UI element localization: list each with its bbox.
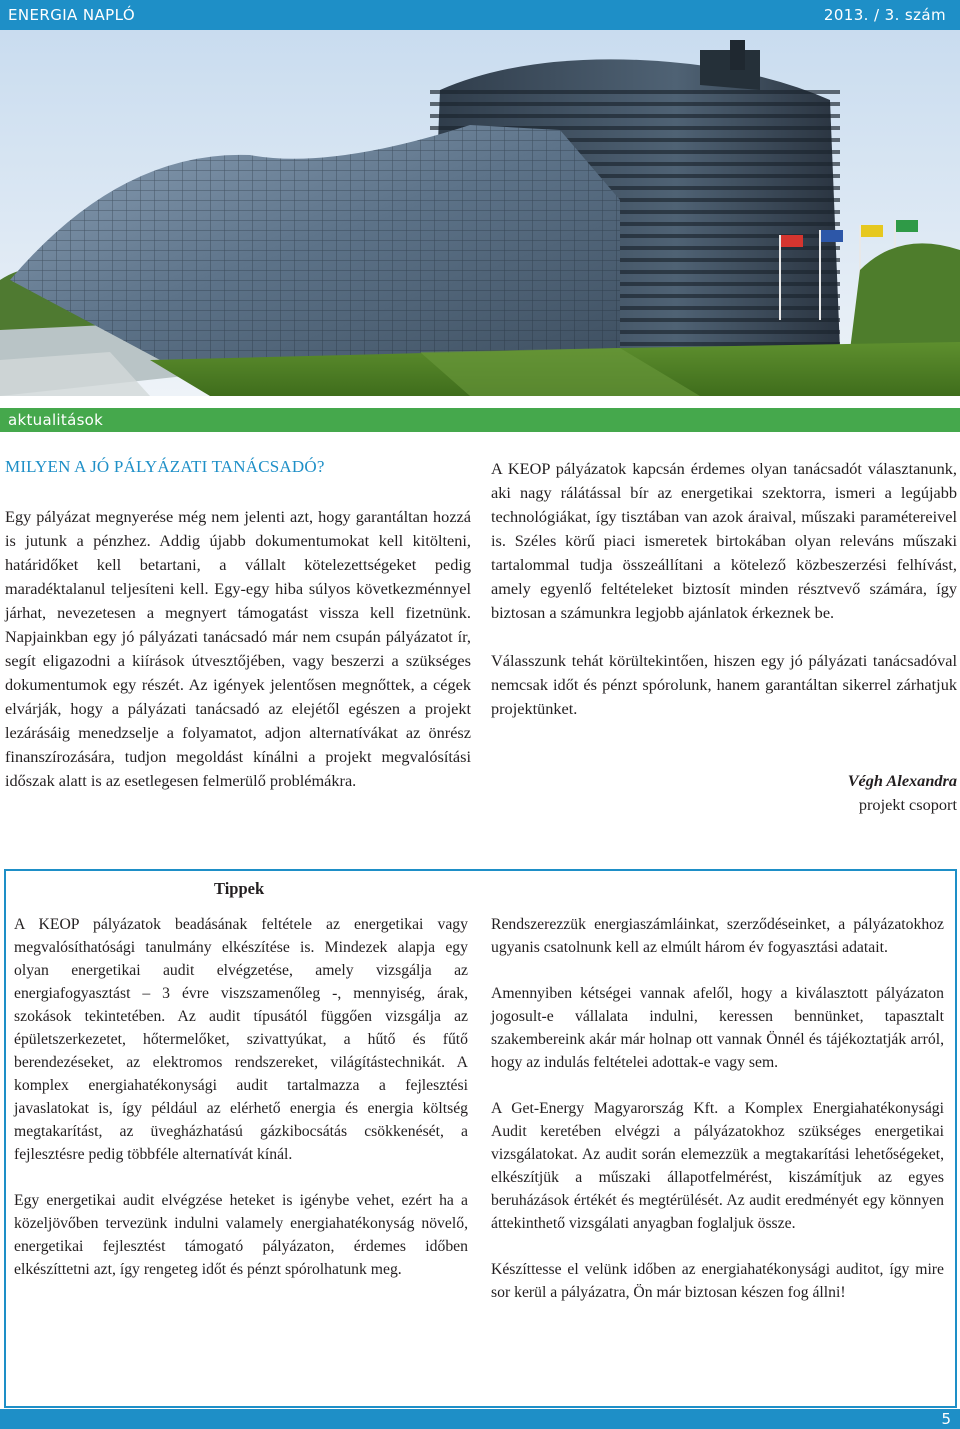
tips-paragraph: Rendszerezzük energiaszámláinkat, szerződéseinket, a pályázatokhoz ugyanis csatolnunk kell az elmúlt három év fogyasztási adatait. [491,916,944,956]
magazine-title: ENERGIA NAPLÓ [8,6,136,24]
building-photo [0,30,960,396]
tips-right-column [491,913,944,1327]
author-name: Végh Alexandra [847,771,957,790]
section-label: aktualitások [8,411,104,429]
article-paragraph: Válasszunk tehát körültekintően, hiszen egy jó pályázati tanácsadóval nemcsak időt és pénzt spórolunk, hanem garantáltan sikerrel zárhatjuk projektünket. [491,651,957,718]
section-bar [0,408,960,432]
footer-bar [0,1409,960,1429]
page-number: 5 [941,1410,951,1428]
article-paragraph: A KEOP pályázatok kapcsán érdemes olyan tanácsadót választanunk, aki nagy rálátással bír az energetikai szektorra, ismeri a legújabb technológiákat, így tisztában van azok áraival, műszaki paramétereivel is. Széles körű piaci ismeretek birtokában olyan releváns műszaki tartalommal tudja összeállítani a kötelező közbeszerzési felhívást, amely egyenlő feltételeket biztosít minden résztvevő számára, így biztosan a számunkra legjobb ajánlatok érkeznek be. [491,459,957,622]
article-signature [491,769,957,817]
article-title: MILYEN A JÓ PÁLYÁZATI TANÁCSADÓ? [5,457,325,476]
tips-paragraph: Amennyiben kétségei vannak afelől, hogy a kiválasztott pályázaton jogosult-e vállalata indulni, keressen bennünket, tapasztalt szakembereink akár már holnap ott vannak Önnél és tájékoztatják arról, hogy az indulás feltételei adottak-e vagy sem. [491,985,944,1071]
tips-left-column [14,913,468,1304]
issue-number: 2013. / 3. szám [823,6,946,24]
article-left-column [5,505,471,793]
article-paragraph: Egy pályázat megnyerése még nem jelenti azt, hogy garantáltan hozzá is jutunk a pénzhez. Addig újabb dokumentumokat kell kitölteni, határidőket kell betartani, a vállalt kötelezettségeket pedig maradéktalanul teljesíteni kell. Egy-egy hiba súlyos következménnyel járhat, nevezetesen a megnyert támogatást vissza kell fizetnünk. Napjainkban egy jó pályázati tanácsadó már nem csupán pályázatot ír, segít eligazodni a kiírások útvesztőjében, vagy beszerzi a szükséges dokumentumok egy részét. Az igények jelentősen megnőttek, a cégek elvárják, hogy a pályázati tanácsadó az elejétől egészen a projekt lezárásáig menedzselje a folyamatot, adjon alternatívákat az önrész finanszírozására, tudjon megoldást kínálni a projekt megvalósítási időszak alatt is az esetlegesen felmerülő problémákra. [5,507,471,790]
author-role: projekt csoport [858,795,957,814]
tips-paragraph: A KEOP pályázatok beadásának feltétele az energetikai vagy megvalósíthatósági tanulmány elkészítése is. Mindezek alapja egy olyan energetikai audit elvégzetése, amely vizsgálja az energiafogyasztást – 3 évre viszszamenőleg -, mennyiség, árak, szokások tekintetében. Az audit típusától függően vizsgálja az épületszerkezetet, hőtermelőket, szivattyúkat, a hűtő és fűtő berendezéseket, az elektromos rendszereket, világítástechnikát. A komplex energiahatékonysági audit tartalmazza a fejlesztési javaslatokat is, így például az elérhető energia és energia költség megtakarítást, az üvegházhatású gázkibocsátás csökkenését, a fejlesztésre pedig többféle alternatívát kínál. [14,916,468,1163]
tips-paragraph: A Get-Energy Magyarország Kft. a Komplex Energiahatékonysági Audit keretében elvégzi a pályázatokhoz szükséges energetikai vizsgálatokat. Az audit során elemezzük a megtakarítási lehetőségeket, elkészítjük a műszaki állapotfelmérést, kiszámítjuk az egyes beruházások értékét és megtérülését. Az audit eredményét egy könnyen áttekinthető vizsgálati anyagban foglaljuk össze. [491,1100,944,1232]
tips-paragraph: Készíttesse el velünk időben az energiahatékonysági auditot, így mire sor kerül a pályázatra, Ön már biztosan készen fog állni! [491,1261,944,1301]
tips-title: Tippek [214,879,265,898]
tips-paragraph: Egy energetikai audit elvégzése heteket is igénybe vehet, ezért ha a közeljövőben tervezünk indulni valamely energiahatékonyság növelő, energetikai fejlesztést támogató pályázaton, érdemes időben elkészíttetni azt, így rengeteg időt és pénzt spórolhatunk meg. [14,1192,468,1278]
header-bar [0,0,960,30]
article-right-column [491,457,957,817]
